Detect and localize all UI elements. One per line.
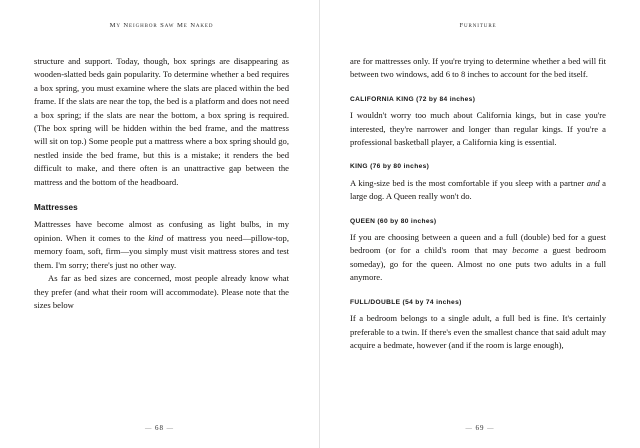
size-heading-california-king: CALIFORNIA KING (72 by 84 inches)	[350, 95, 476, 103]
folio-number: 68	[155, 424, 164, 432]
section-heading-mattresses: Mattresses	[34, 203, 78, 213]
right-page	[320, 0, 640, 448]
paragraph: are for mattresses only. If you're trying to determine whether a bed will fit between two windows, add 6 to 8 inches to account for the bed itself.	[350, 56, 606, 80]
size-heading-queen: QUEEN (60 by 80 inches)	[350, 217, 437, 225]
left-body-column	[34, 55, 289, 312]
size-heading-king: KING (76 by 80 inches)	[350, 163, 430, 171]
folio-dash-right: —	[484, 425, 495, 432]
folio-dash-right: —	[164, 425, 174, 432]
folio-dash-left: —	[465, 425, 476, 432]
left-running-head: My Neighbor Saw Me Naked	[109, 22, 214, 29]
size-heading-full-double: FULL/DOUBLE (54 by 74 inches)	[350, 298, 462, 306]
paragraph: structure and support. Today, though, box springs are disappearing as wooden-slatted beds gain popularity. To determine whether a bed requires a box spring, you must examine where the slats are placed within the bed frame. If the slats are near the top, the bed is a platform and does not need a box spring; if the slats are near the bottom, a box spring is required. (The box spring will be hidden within the bed frame, and the mattress will sit on top.) Some people put a mattress where a box spring should go, nestled inside the bed frame, but this is a mistake; it renders the bed difficult to make, and there often is an unattractive gap between the mattress and the bottom of the headboard.	[34, 56, 289, 187]
folio-dash-left: —	[145, 425, 155, 432]
paragraph: Mattresses have become almost as confusing as light bulbs, in my opinion. When it comes to the kind of mattress you need—pillow-top, memory foam, soft, firm—you simply must visit mattress stores and test them. I'm sorry; there's just no other way.	[34, 219, 290, 270]
right-folio	[320, 424, 640, 432]
right-body-column	[350, 55, 606, 352]
paragraph: A king-size bed is the most comfortable if you sleep with a partner and a large dog. A Queen really won't do.	[350, 177, 606, 202]
left-folio	[0, 424, 319, 432]
paragraph: If you are choosing between a queen and a full (double) bed for a guest bedroom (or for a child's room that may become a guest bedroom someday), go for the queen. Almost no one puts two adults in a full anymore.	[350, 232, 606, 283]
paragraph: I wouldn't worry too much about California kings, but in case you're interested, they're narrower and longer than regular kings. If you're a professional basketball player, a California king is essential.	[350, 110, 606, 148]
paragraph: If a bedroom belongs to a single adult, a full bed is fine. It's certainly preferable to a twin. If there's even the smallest chance that said adult may acquire a bedmate, however (and if the room is large enough),	[350, 313, 606, 350]
folio-number: 69	[475, 424, 485, 432]
right-running-head: Furniture	[459, 22, 497, 29]
paragraph: As far as bed sizes are concerned, most people already know what they prefer (and what their room will accommodate). Please note that the sizes below	[34, 273, 289, 310]
